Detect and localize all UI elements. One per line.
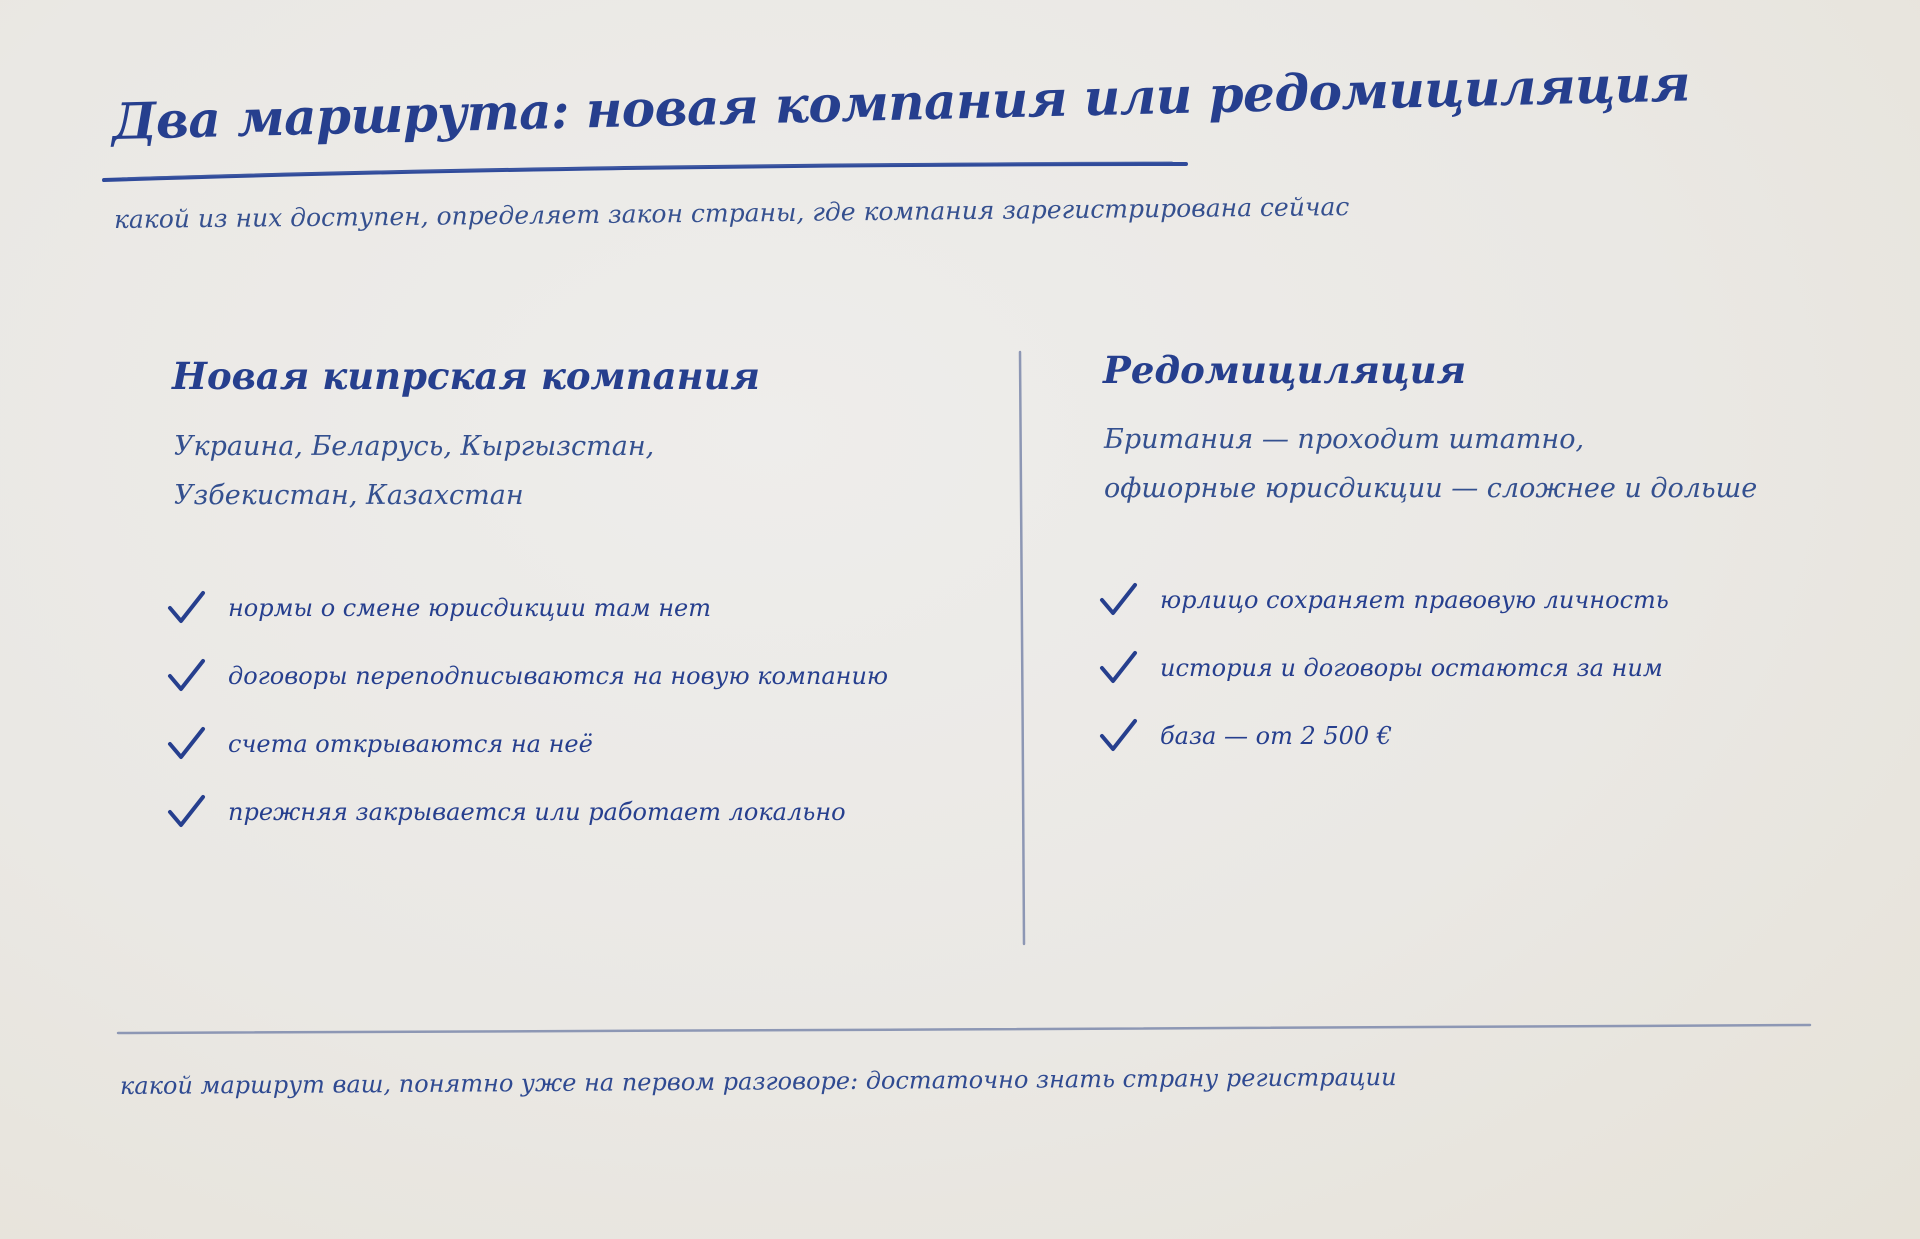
list-item xyxy=(166,642,888,710)
page-subtitle: какой из них доступен, определяет закон страны, где компания зарегистрирована сейчас xyxy=(113,192,1350,234)
list-item xyxy=(1098,702,1669,770)
list-item-text: договоры переподписываются на новую компанию xyxy=(228,662,889,690)
right-column-title: Редомициляция xyxy=(1103,348,1467,392)
list-item-text: счета открываются на неё xyxy=(228,730,593,758)
check-icon xyxy=(166,724,206,764)
right-column-description xyxy=(1104,415,1757,513)
page-title: Два маршрута: новая компания или редомициляция xyxy=(111,53,1691,151)
left-description-line: Украина, Беларусь, Кыргызстан, xyxy=(174,431,655,462)
right-checklist xyxy=(1098,566,1669,770)
check-icon xyxy=(1098,648,1138,688)
check-icon xyxy=(1098,580,1138,620)
check-icon xyxy=(166,588,206,628)
footer-note: какой маршрут ваш, понятно уже на первом разговоре: достаточно знать страну регистрации xyxy=(119,1063,1397,1100)
right-description-line: офшорные юрисдикции — сложнее и дольше xyxy=(1104,473,1758,504)
list-item xyxy=(1098,566,1669,634)
list-item xyxy=(1098,634,1669,702)
list-item-text: нормы о смене юрисдикции там нет xyxy=(228,594,711,622)
check-icon xyxy=(166,792,206,832)
left-checklist xyxy=(166,574,888,846)
left-column-title: Новая кипрская компания xyxy=(172,354,760,398)
list-item xyxy=(166,778,888,846)
list-item-text: база — от 2 500 € xyxy=(1160,722,1393,750)
check-icon xyxy=(166,656,206,696)
title-underline xyxy=(102,140,1188,186)
list-item-text: история и договоры остаются за ним xyxy=(1160,654,1663,682)
right-description-line: Британия — проходит штатно, xyxy=(1104,424,1585,455)
footer-divider xyxy=(116,1022,1812,1036)
left-column-description xyxy=(174,422,654,520)
list-item-text: прежняя закрывается или работает локально xyxy=(228,798,846,826)
list-item-text: юрлицо сохраняет правовую личность xyxy=(1160,586,1669,614)
column-divider xyxy=(1016,350,1028,946)
left-description-line: Узбекистан, Казахстан xyxy=(174,480,524,511)
check-icon xyxy=(1098,716,1138,756)
list-item xyxy=(166,710,888,778)
list-item xyxy=(166,574,888,642)
